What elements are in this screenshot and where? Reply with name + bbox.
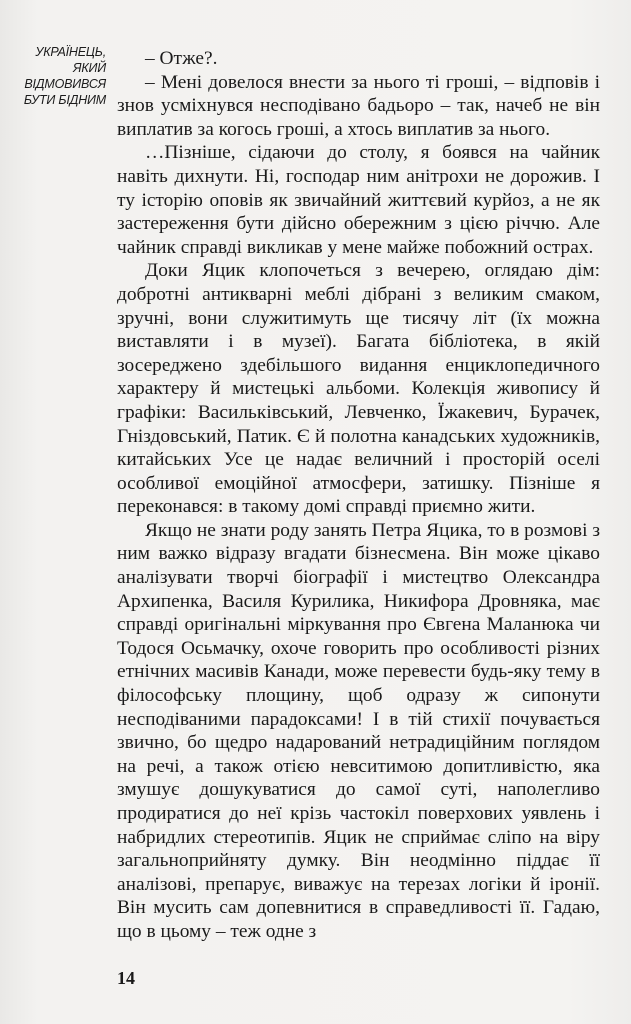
margin-title-line: ЯКИЙ [73, 61, 106, 75]
page-number: 14 [117, 968, 135, 988]
margin-title-line: УКРАЇНЕЦЬ, [35, 45, 106, 59]
margin-title-line: ВІДМОВИВСЯ [24, 77, 106, 91]
margin-running-title [6, 44, 106, 108]
margin-title-line: БУТИ БІДНИМ [23, 93, 106, 107]
paragraph: Доки Яцик клопочеться з вечерею, оглядаю дім: добротні антикварні меблі дібрані з великим смаком, зручні, вони служитимуть ще тисячу літ (їх можна виставляти і в музеї). Багата бібліотека, в якій зосереджено здебільшого видання енциклопедичного характеру й мистецькі альбоми. Колекція живопису й графіки: Васильківський, Левченко, Їжакевич, Бурачек, Гніздовський, Патик. Є й полотна канадських художників, китайських Усе це надає величний і просторій оселі особливої емоційної атмосфери, затишку. Пізніше я переконався: в такому домі справді приємно жити. [117, 260, 600, 518]
body-text [117, 47, 600, 944]
paragraph: …Пізніше, сідаючи до столу, я боявся на чайник навіть дихнути. Ні, господар ним анітрохи не дорожив. І ту історію оповів як звичайний життєвий курйоз, а не як застереження бути дійсно обережним з цією річчю. Але чайник справді викликав у мене майже побожний острах. [117, 142, 600, 258]
paragraph: Якщо не знати роду занять Петра Яцика, то в розмові з ним важко відразу вгадати бізнесмена. Він може цікаво аналізувати творчі біографії і мистецтво Олександра Архипенка, Василя Курилика, Никифора Дровняка, має справді оригінальні міркування про Євгена Маланюка чи Тодося Осьмачку, охоче говорить про особливості різних етнічних масивів Канади, може перевести будь-яку тему в філософську площину, щоб одразу ж сипонути несподіваними парадоксами! І в тій стихії почувається звично, бо щедро надарований нетрадиційним поглядом на речі, а також отією невситимою допитливістю, яка змушує дошукуватися до самої суті, наполегливо продиратися до неї крізь частокіл поверхових уявлень і набридлих стереотипів. Яцик не сприймає сліпо на віру загальноприйняту думку. Він неодмінно піддає її аналізові, препарує, виважує на терезах логіки й іронії. Він мусить сам допевнитися в справедливості її. Гадаю, що в цьому – теж одне з [117, 519, 600, 942]
paragraph: – Отже?. [145, 48, 218, 69]
paragraph: – Мені довелося внести за нього ті гроші, – відповів і знов усміхнувся несподівано бадьоро – так, начеб не він виплатив за когось гроші, а хтось виплатив за нього. [117, 71, 600, 140]
